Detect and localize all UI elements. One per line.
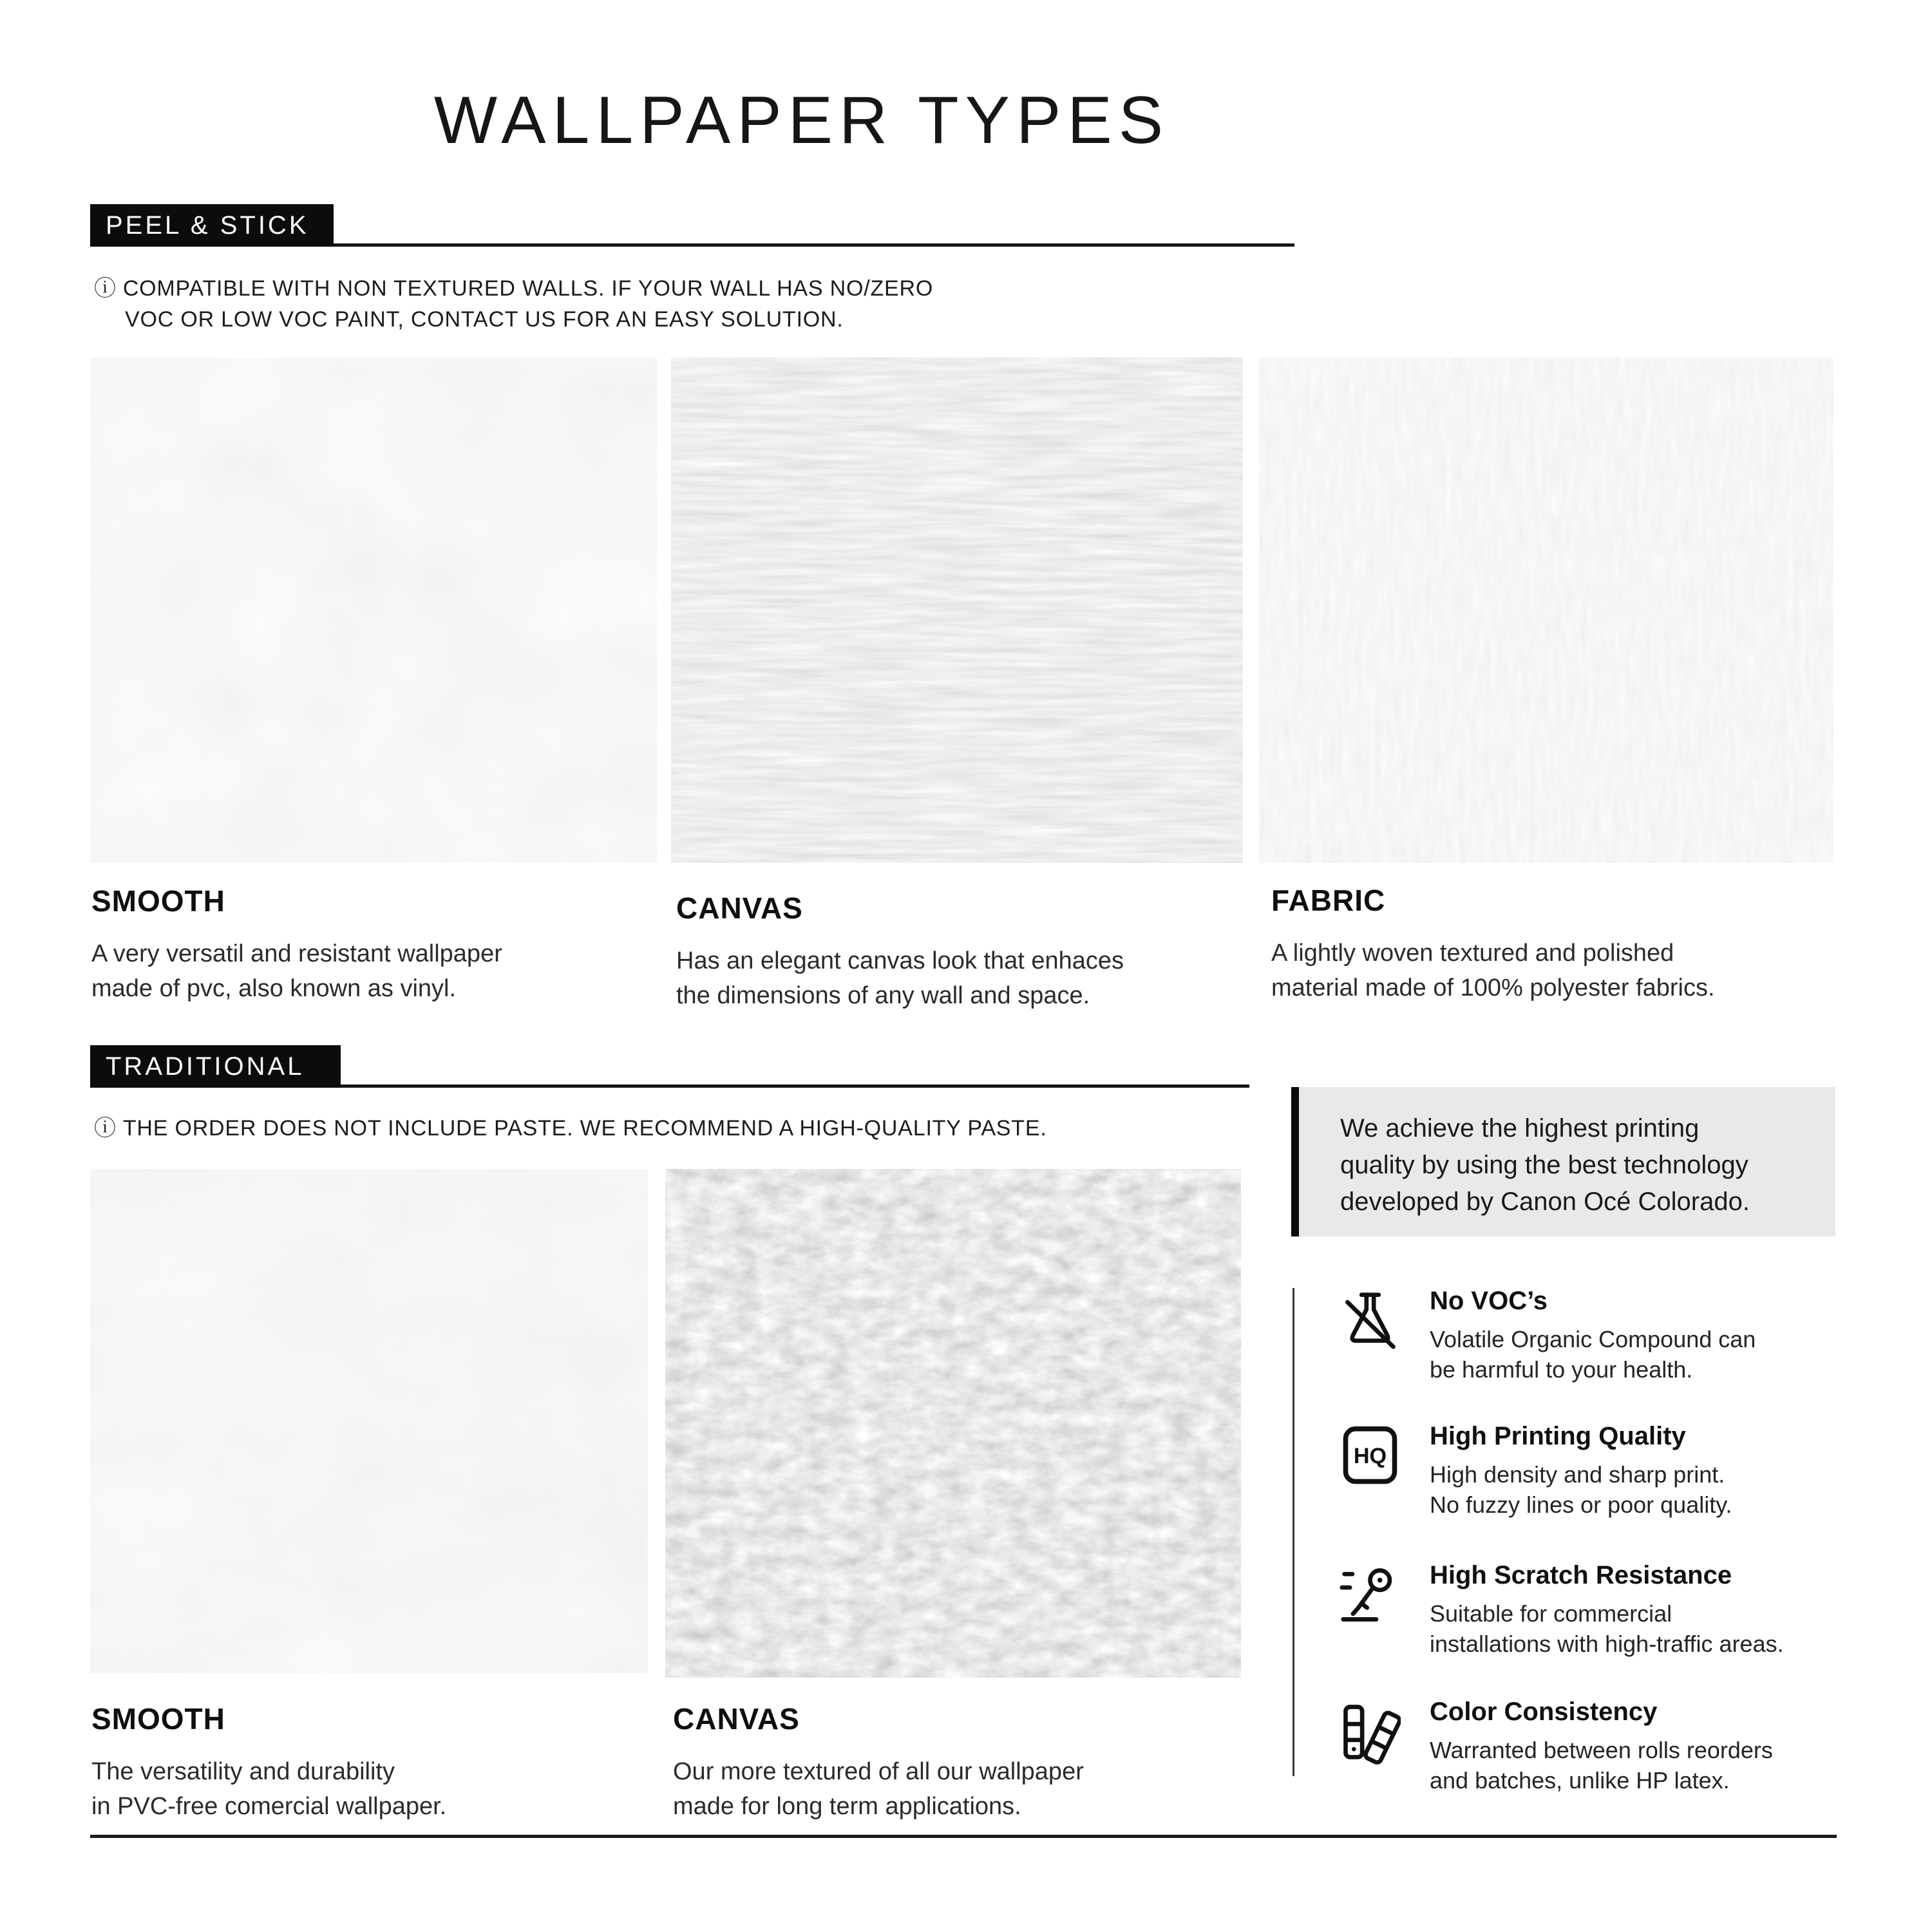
printing-quality-callout [1291,1087,1835,1236]
feature-title: High Printing Quality [1430,1422,1686,1450]
info-icon: ⓘ [94,276,117,301]
swatch-peel-canvas [671,357,1243,863]
feature-high-printing-quality [1340,1422,1868,1520]
info-icon: ⓘ [94,1116,117,1141]
caption-peel-smooth [91,884,671,1006]
type-name: SMOOTH [91,1702,225,1736]
fabric-texture-image [1259,357,1833,863]
caption-traditional-smooth [91,1701,671,1824]
type-description: Our more textured of all our wallpaper made for long term applications. [673,1758,1084,1820]
key-scratch-icon [1340,1561,1401,1632]
smooth-texture-image [90,357,657,863]
type-name: CANVAS [676,891,803,925]
feature-title: No VOC’s [1430,1287,1548,1315]
section-label-peel-stick [90,204,334,247]
bottom-divider-line [90,1835,1837,1838]
section-label-text: PEEL & STICK [106,211,309,240]
traditional-note-line1: THE ORDER DOES NOT INCLUDE PASTE. WE RECOMMEND A HIGH-QUALITY PASTE. [122,1116,1047,1141]
callout-line3: developed by Canon Océ Colorado. [1340,1188,1750,1216]
color-swatch-fan-icon [1340,1698,1401,1768]
section-label-traditional [90,1045,341,1088]
page-title: WALLPAPER TYPES [433,83,1170,158]
peel-stick-note [94,273,933,335]
feature-description: Suitable for commercial installations with high-traffic areas. [1430,1600,1784,1657]
hq-badge-icon [1340,1422,1401,1493]
type-description: A very versatil and resistant wallpaper made of pvc, also known as vinyl. [91,940,502,1002]
canvas-texture-image [671,357,1243,863]
feature-description: High density and sharp print. No fuzzy lines or poor quality. [1430,1461,1732,1518]
type-description: A lightly woven textured and polished material made of 100% polyester fabrics. [1271,940,1715,1001]
caption-peel-canvas [676,891,1256,1013]
swatch-traditional-canvas [665,1169,1241,1678]
feature-title: High Scratch Resistance [1430,1561,1732,1589]
hq-badge-text: HQ [1353,1443,1387,1468]
peel-stick-note-line2: VOC OR LOW VOC PAINT, CONTACT US FOR AN EASY SOLUTION. [125,307,844,332]
type-name: FABRIC [1271,884,1386,917]
no-voc-flask-icon [1340,1287,1401,1358]
smooth-texture-image [90,1169,648,1673]
caption-peel-fabric [1271,883,1851,1005]
type-name: SMOOTH [91,884,225,918]
feature-description: Volatile Organic Compound can be harmful to your health. [1430,1326,1756,1383]
feature-text [1430,1698,1773,1795]
feature-color-consistency [1340,1698,1868,1795]
feature-no-voc [1340,1287,1868,1385]
callout-line2: quality by using the best technology [1340,1151,1748,1179]
sidebar-divider-line [1293,1288,1294,1776]
feature-text [1430,1287,1756,1385]
type-description: The versatility and durability in PVC-free comercial wallpaper. [91,1758,447,1820]
type-name: CANVAS [673,1702,800,1736]
callout-line1: We achieve the highest printing [1340,1114,1700,1142]
feature-description: Warranted between rolls reorders and batches, unlike HP latex. [1430,1737,1773,1794]
swatch-peel-fabric [1259,357,1833,863]
feature-text [1430,1422,1732,1520]
caption-traditional-canvas [673,1701,1253,1824]
feature-text [1430,1561,1784,1659]
type-description: Has an elegant canvas look that enhaces the dimensions of any wall and space. [676,947,1124,1009]
feature-title: Color Consistency [1430,1698,1658,1726]
traditional-note [94,1113,1047,1144]
swatch-traditional-smooth [90,1169,648,1673]
swatch-peel-smooth [90,357,657,863]
feature-high-scratch-resistance [1340,1561,1868,1659]
canvas-texture-image [665,1169,1241,1678]
peel-stick-note-line1: COMPATIBLE WITH NON TEXTURED WALLS. IF YOUR WALL HAS NO/ZERO [122,276,934,301]
section-label-text: TRADITIONAL [106,1052,305,1081]
